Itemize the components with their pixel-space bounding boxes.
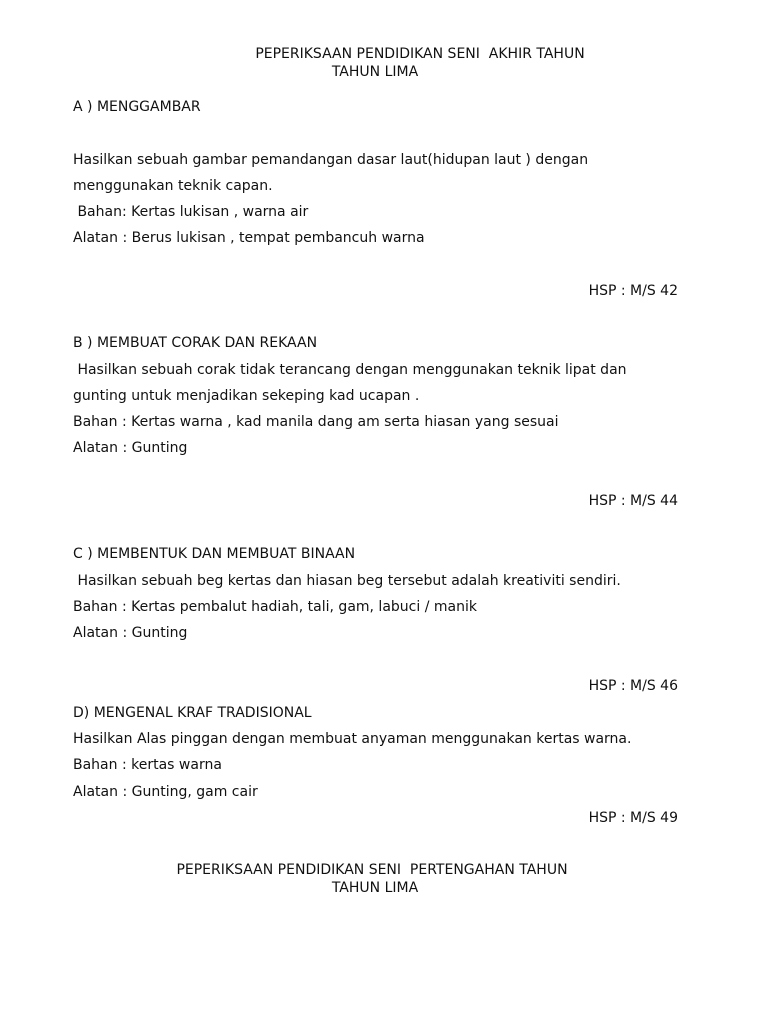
section-a-description-line1: Hasilkan sebuah gambar pemandangan dasar laut(hidupan laut ) dengan [73, 152, 589, 168]
section-a-hsp: HSP : M/S 42 [588, 283, 678, 299]
section-d-hsp: HSP : M/S 49 [588, 810, 678, 826]
section-b-hsp: HSP : M/S 44 [588, 493, 678, 509]
exam-subtitle-top: TAHUN LIMA [331, 64, 419, 80]
section-b-description-line1: Hasilkan sebuah corak tidak terancang dengan menggunakan teknik lipat dan [73, 362, 627, 378]
section-c-bahan: Bahan : Kertas pembalut hadiah, tali, gam, labuci / manik [73, 599, 477, 615]
section-a-title: A ) MENGGAMBAR [73, 99, 201, 115]
section-a-description-line2: menggunakan teknik capan. [73, 178, 273, 194]
section-b-alatan: Alatan : Gunting [73, 440, 188, 456]
exam-title-top: PEPERIKSAAN PENDIDIKAN SENI AKHIR TAHUN [255, 46, 585, 62]
section-c-alatan: Alatan : Gunting [73, 625, 188, 641]
section-d-description-line1: Hasilkan Alas pinggan dengan membuat anyaman menggunakan kertas warna. [73, 731, 632, 747]
exam-title-bottom: PEPERIKSAAN PENDIDIKAN SENI PERTENGAHAN TAHUN [176, 862, 568, 878]
section-d-title: D) MENGENAL KRAF TRADISIONAL [73, 705, 312, 721]
section-d-bahan: Bahan : kertas warna [73, 757, 222, 773]
exam-subtitle-bottom: TAHUN LIMA [331, 880, 419, 896]
section-b-title: B ) MEMBUAT CORAK DAN REKAAN [73, 335, 318, 351]
section-c-description-line1: Hasilkan sebuah beg kertas dan hiasan beg tersebut adalah kreativiti sendiri. [73, 573, 621, 589]
section-c-title: C ) MEMBENTUK DAN MEMBUAT BINAAN [73, 546, 356, 562]
section-b-bahan: Bahan : Kertas warna , kad manila dang am serta hiasan yang sesuai [73, 414, 559, 430]
section-a-bahan: Bahan: Kertas lukisan , warna air [73, 204, 309, 220]
section-c-hsp: HSP : M/S 46 [588, 678, 678, 694]
section-a-alatan: Alatan : Berus lukisan , tempat pembancuh warna [73, 230, 425, 246]
section-b-description-line2: gunting untuk menjadikan sekeping kad ucapan . [73, 388, 420, 404]
section-d-alatan: Alatan : Gunting, gam cair [73, 784, 258, 800]
